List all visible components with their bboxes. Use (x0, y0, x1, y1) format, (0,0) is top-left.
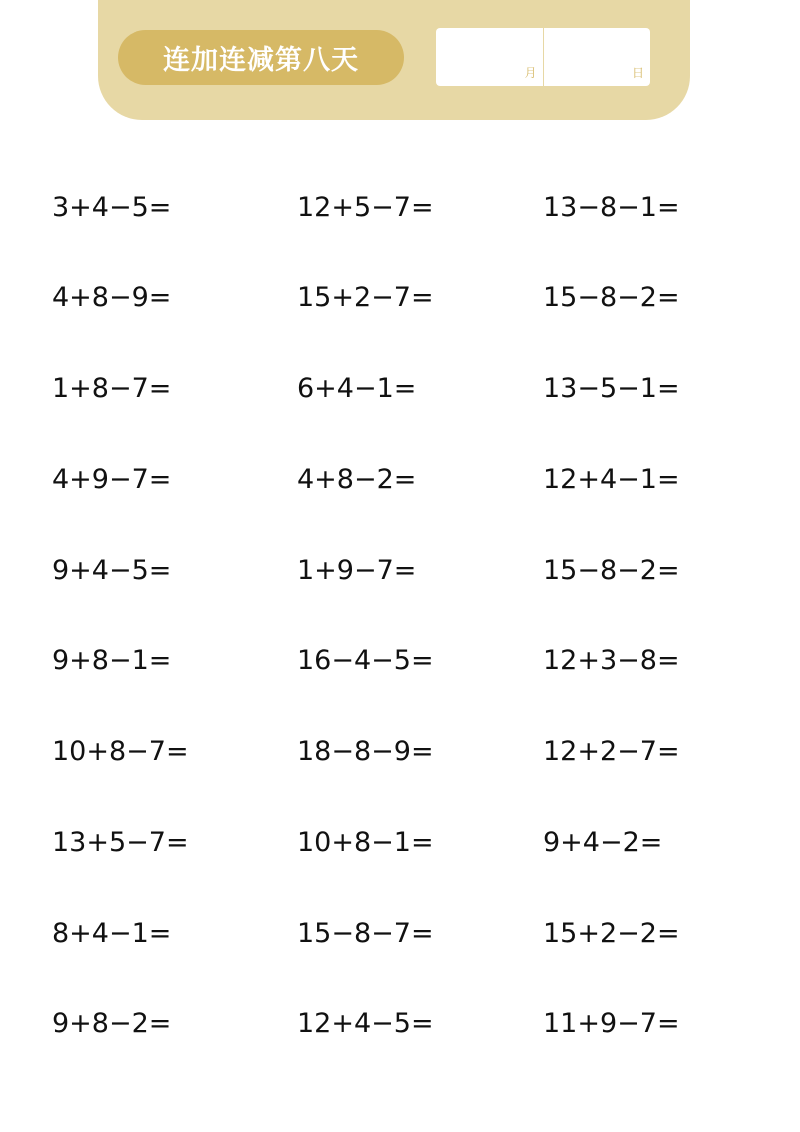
math-problem: 9+8−2= (52, 1008, 172, 1039)
math-problem: 10+8−7= (52, 736, 189, 767)
math-problem: 15−8−7= (297, 918, 434, 949)
math-problem: 13−5−1= (543, 373, 680, 404)
math-problem: 8+4−1= (52, 918, 172, 949)
math-problem: 12+4−5= (297, 1008, 434, 1039)
math-problem: 16−4−5= (297, 645, 434, 676)
month-unit-label: 月 (524, 66, 537, 80)
math-problem: 3+4−5= (52, 192, 172, 223)
math-problem: 1+9−7= (297, 555, 417, 586)
math-problem: 15+2−2= (543, 918, 680, 949)
math-problem: 12+5−7= (297, 192, 434, 223)
worksheet-title: 连加连减第八天 (118, 30, 404, 85)
day-unit-label: 日 (631, 66, 644, 80)
math-problem: 10+8−1= (297, 827, 434, 858)
math-problem: 4+8−2= (297, 464, 417, 495)
math-problem: 15−8−2= (543, 282, 680, 313)
math-problem: 11+9−7= (543, 1008, 680, 1039)
math-problem: 15−8−2= (543, 555, 680, 586)
math-problem: 9+8−1= (52, 645, 172, 676)
math-problem: 9+4−5= (52, 555, 172, 586)
math-problem: 15+2−7= (297, 282, 434, 313)
math-problem: 13+5−7= (52, 827, 189, 858)
math-problem: 4+9−7= (52, 464, 172, 495)
math-problem: 9+4−2= (543, 827, 663, 858)
math-problem: 6+4−1= (297, 373, 417, 404)
math-problem: 18−8−9= (297, 736, 434, 767)
math-problem: 4+8−9= (52, 282, 172, 313)
math-problem: 1+8−7= (52, 373, 172, 404)
math-problem: 12+2−7= (543, 736, 680, 767)
math-problem: 12+3−8= (543, 645, 680, 676)
math-problem: 13−8−1= (543, 192, 680, 223)
math-problem: 12+4−1= (543, 464, 680, 495)
